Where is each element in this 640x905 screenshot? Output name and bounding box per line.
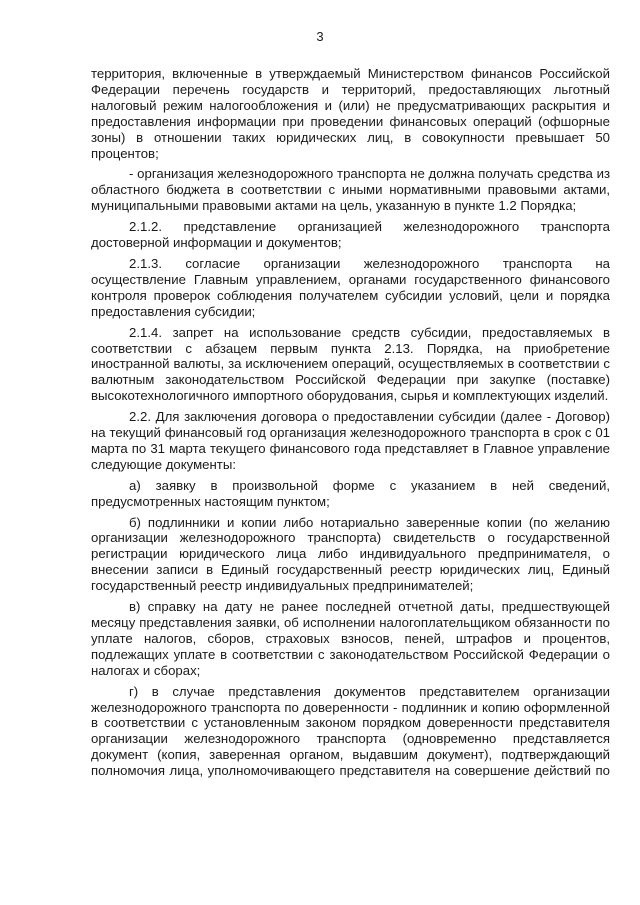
paragraph-item-v: в) справку на дату не ранее последней отчетной даты, предшествующей месяцу представления заявки, об исполнении налогоплательщиком обязанности по уплате налогов, сборов, страховых взносов, пеней, штрафов и процентов, подлежащих уплате в соответствии с законодательством Российской Федерации о налогах и сборах; [91, 599, 610, 678]
paragraph-item-b: б) подлинники и копии либо нотариально заверенные копии (по желанию организации железнодорожного транспорта) свидетельств о государственной регистрации юридического лица либо индивидуального предпринимателя, о внесении записи в Единый государственный реестр юридических лиц, Единый государственный реестр индивидуальных предпринимателей; [91, 514, 610, 594]
paragraph-2-2: 2.2. Для заключения договора о предоставлении субсидии (далее - Договор) на текущий финансовый год организация железнодорожного транспорта в срок с 01 марта по 31 марта текущего финансового года представляет в Главное управление следующие документы: [91, 409, 610, 472]
paragraph-2-1-2: 2.1.2. представление организацией железнодорожного транспорта достоверной информации и документов; [91, 219, 610, 251]
paragraph-item-g: г) в случае представления документов представителем организации железнодорожного транспорта по доверенности - подлинник и копию оформленной в соответствии с установленным законом порядком доверенности представителя организации железнодорожного транспорта (одновременно представляется документ (копия, заверенная органом, выдавшим документ), подтверждающий полномочия лица, уполномочивающего представителя на совершение действий по [91, 683, 610, 779]
page-number: 3 [316, 29, 324, 44]
paragraph-item-a: а) заявку в произвольной форме с указанием в ней сведений, предусмотренных настоящим пунктом; [91, 477, 610, 509]
paragraph-2-1-4: 2.1.4. запрет на использование средств субсидии, предоставляемых в соответствии с абзацем первым пункта 2.13. Порядка, на приобретение иностранной валюты, за исключением операций, осуществляемых в соответствии с валютным законодательством Российской Федерации при закупке (поставке) высокотехнологичного импортного оборудования, сырья и комплектующих изделий. [91, 324, 610, 404]
paragraph-2-1-3: 2.1.3. согласие организации железнодорожного транспорта на осуществление Главным управлением, органами государственного финансового контроля проверок соблюдения получателем субсидии условий, цели и порядка предоставления субсидии; [91, 255, 610, 319]
paragraph-offshore-continuation: территория, включенные в утверждаемый Министерством финансов Российской Федерации перечень государств и территорий, предоставляющих льготный налоговый режим налогообложения и (или) не предусматривающих раскрытия и предоставления информации при проведении финансовых операций (офшорные зоны) в отношении таких юридических лиц, в совокупности превышает 50 процентов; [91, 66, 610, 161]
paragraph-budget-funds: - организация железнодорожного транспорта не должна получать средства из областного бюджета в соответствии с иными нормативными правовыми актами, муниципальными правовыми актами на цель, указанную в пункте 1.2 Порядка; [91, 166, 610, 214]
document-body [91, 66, 610, 784]
